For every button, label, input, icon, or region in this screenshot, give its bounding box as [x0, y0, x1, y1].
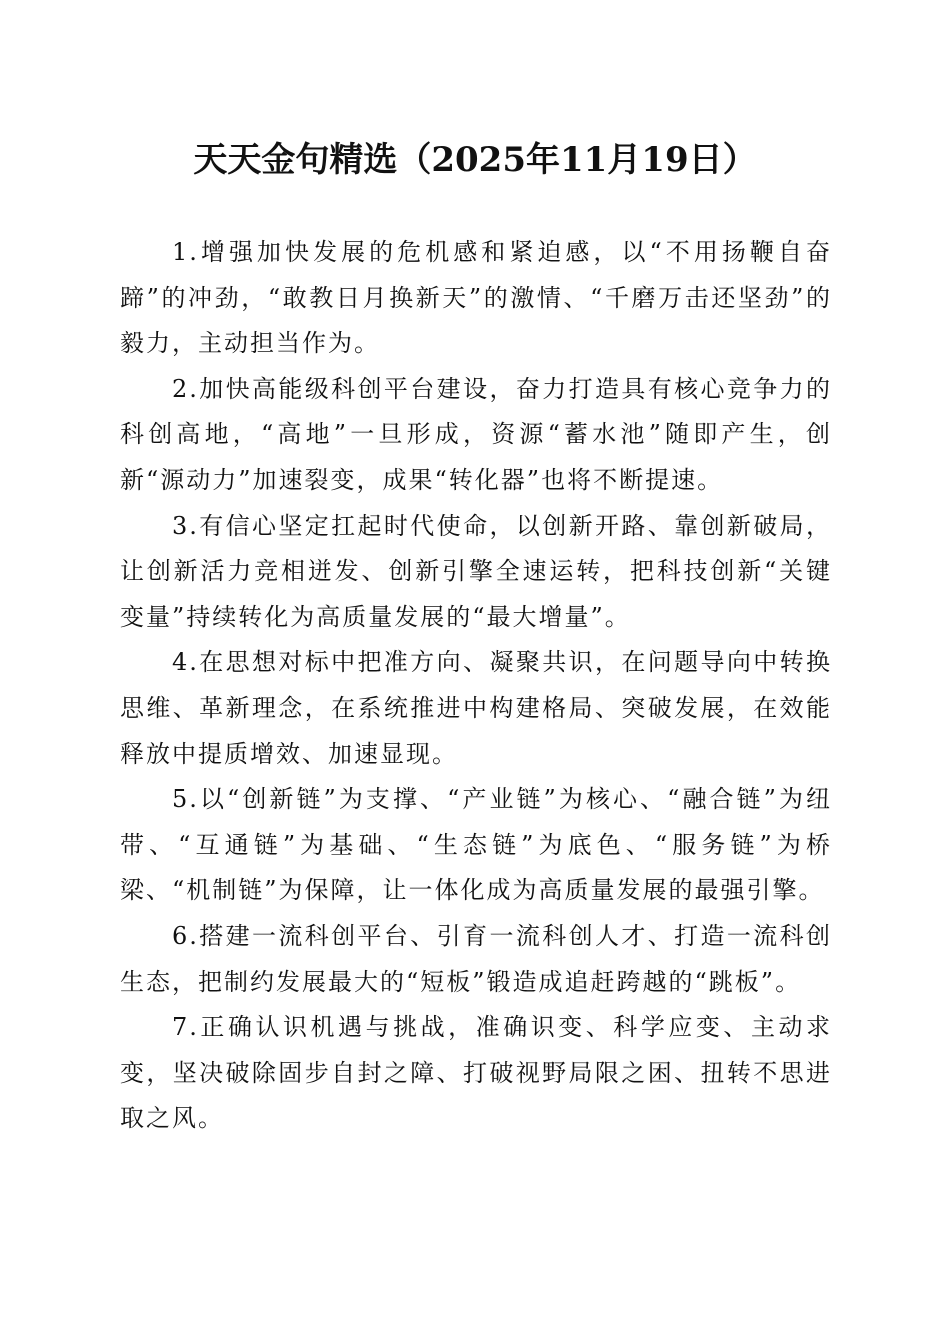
paragraph-3: 3.有信心坚定扛起时代使命，以创新开路、靠创新破局，让创新活力竞相迸发、创新引擎全速运转，把科技创新“关键变量”持续转化为高质量发展的“最大增量”。 — [120, 511, 832, 631]
paragraph-2: 2.加快高能级科创平台建设，奋力打造具有核心竞争力的科创高地，“高地”一旦形成，资源“蓄水池”随即产生，创新“源动力”加速裂变，成果“转化器”也将不断提速。 — [120, 374, 832, 494]
paragraph-5: 5.以“创新链”为支撑、“产业链”为核心、“融合链”为纽带、“互通链”为基础、“生态链”为底色、“服务链”为桥梁、“机制链”为保障，让一体化成为高质量发展的最强引擎。 — [120, 785, 832, 905]
document-title: 天天金句精选（2025年11月19日） — [193, 140, 757, 180]
document-body — [120, 230, 832, 1142]
paragraph-1: 1.增强加快发展的危机感和紧迫感，以“不用扬鞭自奋蹄”的冲劲，“敢教日月换新天”的激情、“千磨万击还坚劲”的毅力，主动担当作为。 — [120, 238, 832, 358]
paragraph-7: 7.正确认识机遇与挑战，准确识变、科学应变、主动求变，坚决破除固步自封之障、打破视野局限之困、扭转不思进取之风。 — [120, 1013, 832, 1133]
paragraph-4: 4.在思想对标中把准方向、凝聚共识，在问题导向中转换思维、革新理念，在系统推进中构建格局、突破发展，在效能释放中提质增效、加速显现。 — [120, 648, 832, 768]
paragraph-6: 6.搭建一流科创平台、引育一流科创人才、打造一流科创生态，把制约发展最大的“短板”锻造成追赶跨越的“跳板”。 — [120, 921, 832, 996]
